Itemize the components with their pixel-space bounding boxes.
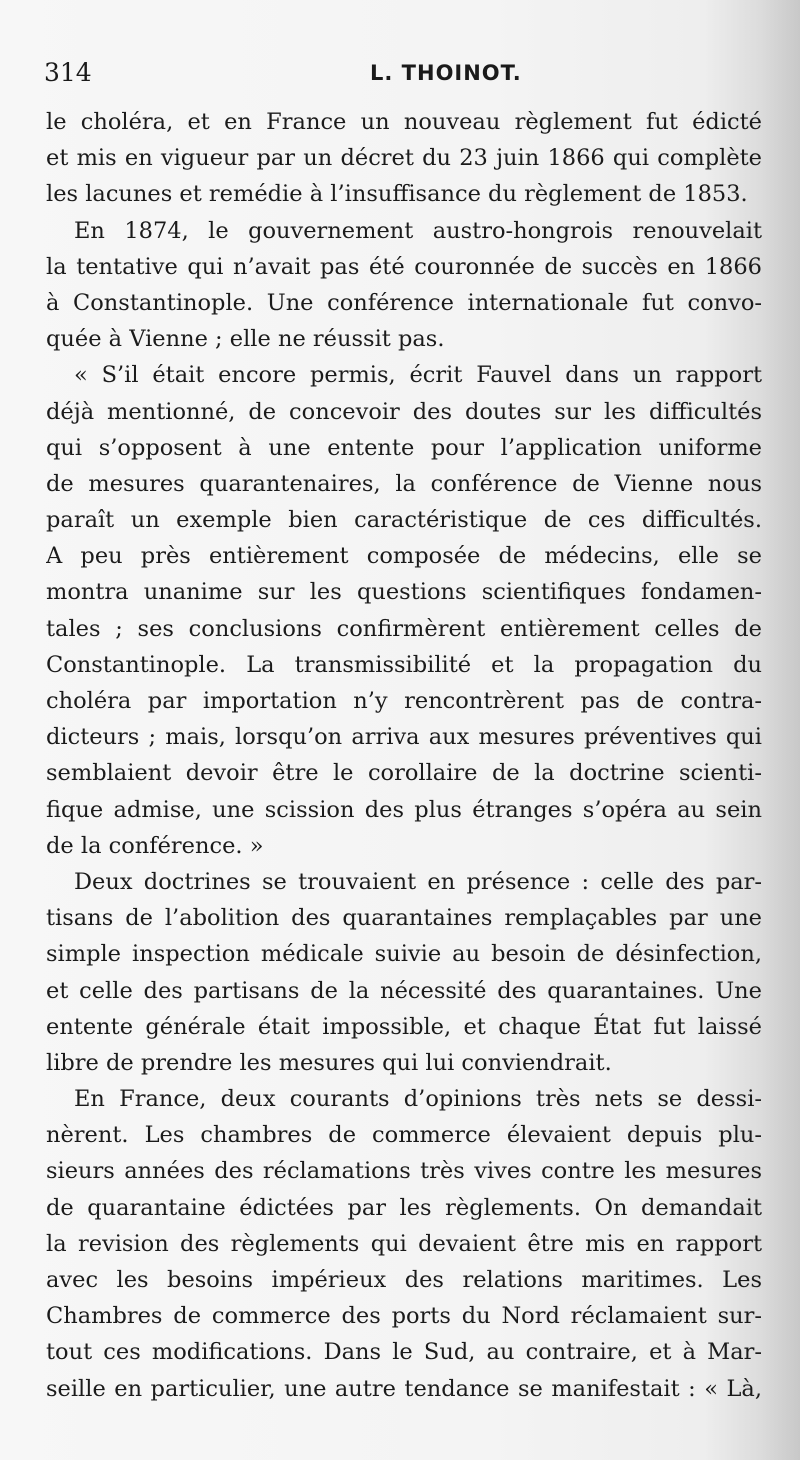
text-line: et celle des partisans de la nécessité des quarantaines. Une <box>46 977 762 1004</box>
text-line: la revision des règlements qui devaient être mis en rapport <box>46 1230 762 1257</box>
text-line: semblaient devoir être le corollaire de la doctrine scienti- <box>46 760 762 787</box>
text-line: Constantinople. La transmissibilité et la propagation du <box>46 651 762 678</box>
running-head: L. THOINOT. <box>370 61 522 85</box>
text-line: montra unanime sur les questions scientifiques fondamen- <box>46 579 762 606</box>
text-line: En 1874, le gouvernement austro-hongrois renouvelait <box>74 217 762 244</box>
text-line: seille en particulier, une autre tendance se manifestait : « Là, <box>46 1375 762 1402</box>
text-line: le choléra, et en France un nouveau règlement fut édicté <box>46 109 762 135</box>
text-line: de mesures quarantenaires, la conférence de Vienne nous <box>46 470 762 497</box>
text-line: Chambres de commerce des ports du Nord réclamaient sur- <box>46 1303 762 1330</box>
text-line: fique admise, une scission des plus étranges s’opéra au sein <box>46 796 762 823</box>
text-line: les lacunes et remédie à l’insuffisance du règlement de 1853. <box>46 181 748 208</box>
text-line: tisans de l’abolition des quarantaines remplaçables par une <box>46 905 762 932</box>
text-line: A peu près entièrement composée de médecins, elle se <box>46 543 762 570</box>
text-line: paraît un exemple bien caractéristique de ces difficultés. <box>46 507 762 534</box>
text-line: nèrent. Les chambres de commerce élevaient depuis plu- <box>46 1122 762 1149</box>
text-line: choléra par importation n’y rencontrèrent pas de contra- <box>46 688 762 714</box>
text-line: tales ; ses conclusions confirmèrent entièrement celles de <box>46 615 762 642</box>
text-line: En France, deux courants d’opinions très nets se dessi- <box>74 1086 762 1113</box>
text-line: Deux doctrines se trouvaient en présence : celle des par- <box>74 868 762 895</box>
text-line: dicteurs ; mais, lorsqu’on arriva aux mesures préventives qui <box>46 724 762 751</box>
text-line: quée à Vienne ; elle ne réussit pas. <box>46 326 445 353</box>
page-header <box>44 58 760 92</box>
text-line: simple inspection médicale suivie au besoin de désinfection, <box>46 941 762 968</box>
text-line: déjà mentionné, de concevoir des doutes sur les difficultés <box>46 398 762 425</box>
text-line: entente générale était impossible, et chaque État fut laissé <box>46 1013 762 1040</box>
text-line: « S’il était encore permis, écrit Fauvel dans un rapport <box>74 362 762 389</box>
text-line: sieurs années des réclamations très vives contre les mesures <box>46 1158 762 1185</box>
text-line: de quarantaine édictées par les règlements. On demandait <box>46 1194 762 1221</box>
page-number: 314 <box>44 58 92 87</box>
text-line: libre de prendre les mesures qui lui conviendrait. <box>46 1049 612 1076</box>
text-line: à Constantinople. Une conférence internationale fut convo- <box>46 289 762 316</box>
text-line: tout ces modifications. Dans le Sud, au contraire, et à Mar- <box>46 1339 762 1366</box>
body-text <box>46 104 762 1407</box>
text-line: et mis en vigueur par un décret du 23 juin 1866 qui complète <box>46 145 762 172</box>
text-line: de la conférence. » <box>46 832 264 859</box>
text-line: la tentative qui n’avait pas été couronnée de succès en 1866 <box>46 253 762 280</box>
text-line: qui s’opposent à une entente pour l’application uniforme <box>46 434 762 461</box>
text-line: avec les besoins impérieux des relations maritimes. Les <box>46 1267 762 1293</box>
